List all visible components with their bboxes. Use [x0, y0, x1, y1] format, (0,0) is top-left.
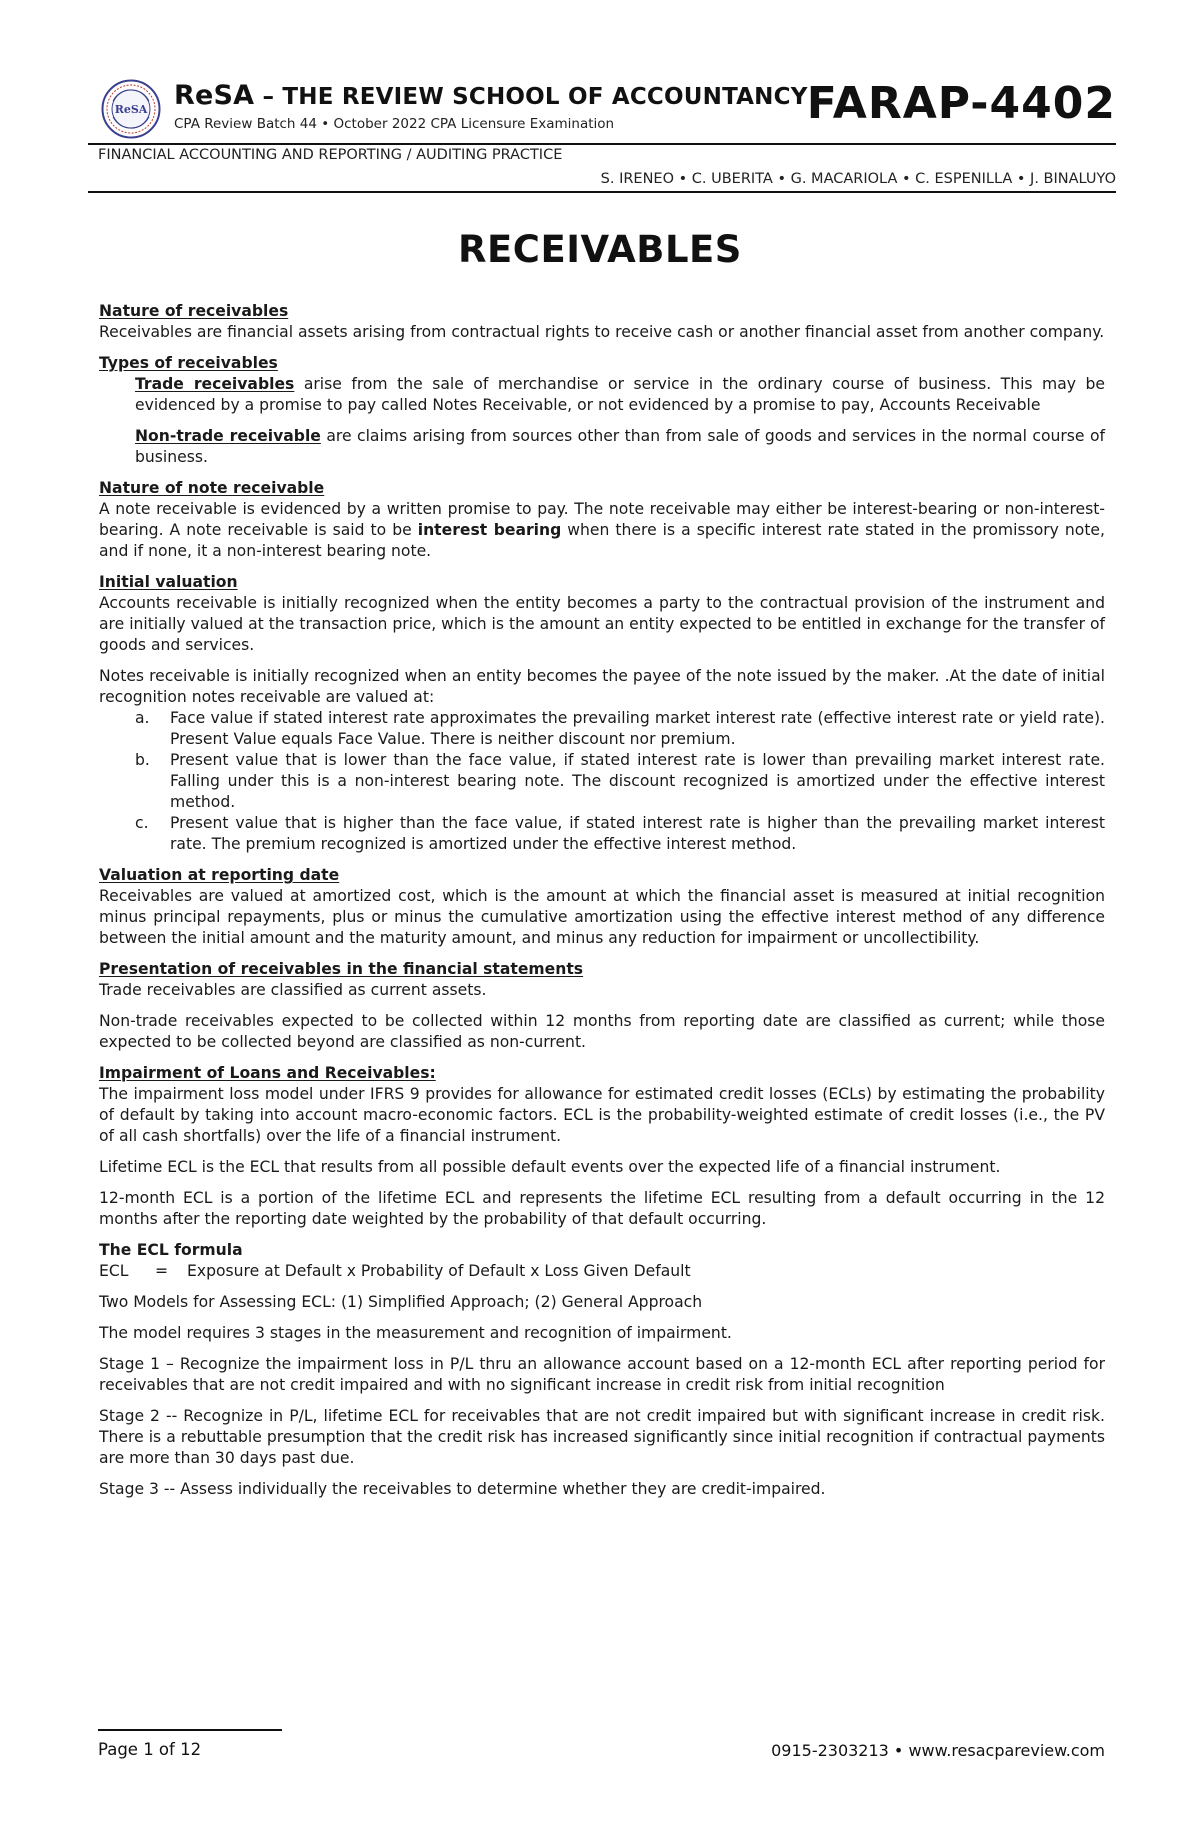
- school-name-rest: – THE REVIEW SCHOOL OF ACCOUNTANCY: [262, 84, 808, 110]
- presentation-paragraph-2: Non-trade receivables expected to be collected within 12 months from reporting date are classified as current; while those expected to be collected beyond are classified as non-current.: [99, 1012, 1105, 1051]
- section-heading-valuation: Valuation at reporting date: [99, 866, 340, 884]
- list-item-text: Face value if stated interest rate approximates the prevailing market interest rate (effective interest rate or yield rate). Present Value equals Face Value. There is neither discount nor premium.: [170, 709, 1105, 748]
- nontrade-receivables-text: are claims arising from sources other than from sale of goods and services in the normal course of business.: [135, 427, 1105, 466]
- section-heading-presentation: Presentation of receivables in the financial statements: [99, 960, 584, 978]
- valuation-paragraph: Receivables are valued at amortized cost, which is the amount at which the financial asset is measured at initial recognition minus principal repayments, plus or minus the cumulative amortization using the effective interest method of any difference between the initial amount and the maturity amount, and minus any reduction for impairment or uncollectibility.: [99, 887, 1105, 947]
- trade-receivables-paragraph: [135, 374, 1105, 416]
- nature-paragraph: Receivables are financial assets arising from contractual rights to receive cash or another financial asset from another company.: [99, 323, 1105, 341]
- document-body: [99, 301, 1105, 1500]
- note-text-a: A note receivable is evidenced by a written promise to pay. The note receivable may either be interest-bearing or non-interest-bearing. A note receivable is said to be: [99, 500, 1105, 539]
- school-name: [174, 80, 808, 111]
- batch-line: CPA Review Batch 44 • October 2022 CPA Licensure Examination: [174, 116, 615, 132]
- initial-valuation-list: [99, 708, 1105, 855]
- models-paragraph: Two Models for Assessing ECL: (1) Simplified Approach; (2) General Approach: [99, 1293, 703, 1311]
- seal-text: ReSA: [114, 103, 148, 116]
- section-heading-note: Nature of note receivable: [99, 479, 325, 497]
- impairment-paragraph-3: 12-month ECL is a portion of the lifetime ECL and represents the lifetime ECL resulting from a default occurring in the 12 months after the reporting date weighted by the probability of that default occurring.: [99, 1189, 1105, 1228]
- footer-divider: [98, 1729, 282, 1731]
- impairment-paragraph-2: Lifetime ECL is the ECL that results from all possible default events over the expected life of a financial instrument.: [99, 1158, 1001, 1176]
- header-divider-top: [88, 143, 1116, 145]
- trade-receivables-term: Trade receivables: [135, 375, 295, 393]
- stage-1-paragraph: Stage 1 – Recognize the impairment loss in P/L thru an allowance account based on a 12-month ECL after reporting period for receivables that are not credit impaired and with no significant increase in credit risk from initial recognition: [99, 1355, 1105, 1394]
- note-bold-term: interest bearing: [417, 521, 562, 539]
- list-marker: b.: [135, 751, 150, 769]
- presentation-paragraph-1: Trade receivables are classified as current assets.: [99, 981, 487, 999]
- formula-rhs: Exposure at Default x Probability of Default x Loss Given Default: [187, 1262, 691, 1280]
- note-text-b: when there is a specific interest rate stated in the promissory note, and if none, it a non-interest bearing note.: [99, 521, 1105, 560]
- stage-3-paragraph: Stage 3 -- Assess individually the receivables to determine whether they are credit-impaired.: [99, 1480, 826, 1498]
- list-item-text: Present value that is lower than the face value, if stated interest rate is lower than prevailing market interest rate. Falling under this is a non-interest bearing note. The discount recognized is amortized under the effective interest method.: [170, 751, 1105, 811]
- list-item: [99, 750, 1105, 813]
- document-header: [98, 76, 1116, 146]
- formula-equals: =: [155, 1262, 169, 1280]
- resa-seal-logo: [101, 79, 161, 139]
- nontrade-receivables-term: Non-trade receivable: [135, 427, 321, 445]
- formula-lhs: ECL: [99, 1262, 129, 1280]
- contact-info: 0915-2303213 • www.resacpareview.com: [771, 1741, 1105, 1760]
- section-heading-types: Types of receivables: [99, 354, 278, 372]
- header-divider-bottom: [88, 191, 1116, 193]
- subject-line: FINANCIAL ACCOUNTING AND REPORTING / AUDITING PRACTICE: [98, 147, 563, 163]
- note-paragraph: [99, 499, 1105, 562]
- nontrade-receivables-paragraph: [135, 426, 1105, 468]
- document-code: FARAP-4402: [806, 78, 1116, 129]
- page-number: Page 1 of 12: [98, 1740, 202, 1759]
- authors-line: S. IRENEO • C. UBERITA • G. MACARIOLA • C. ESPENILLA • J. BINALUYO: [600, 171, 1116, 187]
- list-marker: a.: [135, 709, 150, 727]
- initial-paragraph-2: Notes receivable is initially recognized when an entity becomes the payee of the note issued by the maker. .At the date of initial recognition notes receivable are valued at:: [99, 667, 1105, 706]
- stages-intro: The model requires 3 stages in the measurement and recognition of impairment.: [99, 1324, 732, 1342]
- list-item: [99, 813, 1105, 855]
- section-heading-formula: The ECL formula: [99, 1241, 243, 1259]
- list-item-text: Present value that is higher than the face value, if stated interest rate is higher than the prevailing market interest rate. The premium recognized is amortized under the effective interest method.: [170, 814, 1105, 853]
- school-name-prefix: ReSA: [174, 80, 255, 111]
- ecl-formula: [99, 1261, 1105, 1282]
- trade-receivables-text: arise from the sale of merchandise or service in the ordinary course of business. This may be evidenced by a promise to pay called Notes Receivable, or not evidenced by a promise to pay, Accounts Receivable: [135, 375, 1105, 414]
- page-title: RECEIVABLES: [458, 228, 742, 271]
- list-item: [99, 708, 1105, 750]
- initial-paragraph-1: Accounts receivable is initially recognized when the entity becomes a party to the contractual provision of the instrument and are initially valued at the transaction price, which is the amount an entity expected to be entitled in exchange for the transfer of goods and services.: [99, 594, 1105, 654]
- section-heading-nature: Nature of receivables: [99, 302, 289, 320]
- stage-2-paragraph: Stage 2 -- Recognize in P/L, lifetime ECL for receivables that are not credit impaired but with significant increase in credit risk. There is a rebuttable presumption that the credit risk has increased significantly since initial recognition if contractual payments are more than 30 days past due.: [99, 1407, 1105, 1467]
- impairment-paragraph-1: The impairment loss model under IFRS 9 provides for allowance for estimated credit losses (ECLs) by estimating the probability of default by taking into account macro-economic factors. ECL is the probability-weighted estimate of credit losses (i.e., the PV of all cash shortfalls) over the life of a financial instrument.: [99, 1085, 1105, 1145]
- section-heading-impairment: Impairment of Loans and Receivables:: [99, 1064, 436, 1082]
- list-marker: c.: [135, 814, 149, 832]
- section-heading-initial: Initial valuation: [99, 573, 238, 591]
